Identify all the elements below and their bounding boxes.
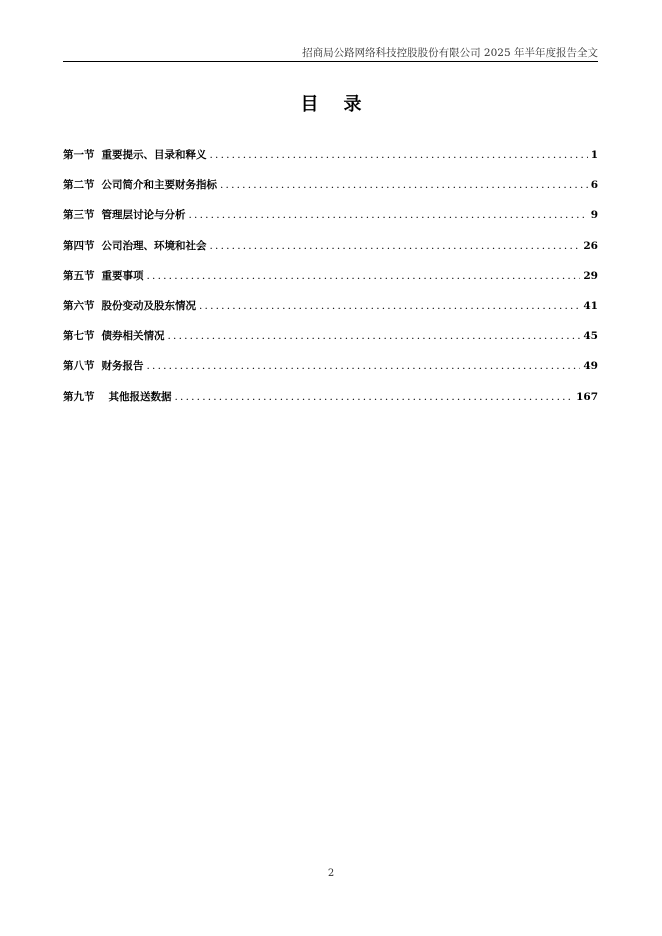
toc-entry-9[interactable]: [63, 389, 598, 405]
toc-section-label: 第二节: [63, 179, 95, 192]
toc-section-label: 第五节: [63, 269, 95, 282]
toc-entry-6[interactable]: [63, 298, 598, 314]
toc-leader-dots: [220, 177, 588, 193]
toc-entry-8[interactable]: [63, 358, 598, 374]
toc-section-label: 第九节: [63, 390, 95, 403]
toc-section-label: 第一节: [63, 149, 95, 161]
toc-page-number: 26: [583, 239, 598, 252]
toc-entry-title: 财务报告: [101, 360, 144, 373]
toc-entry-7[interactable]: [63, 328, 598, 344]
toc-leader-dots: [199, 298, 580, 314]
toc-page-number: 29: [583, 269, 598, 282]
toc-leader-dots: [210, 147, 588, 163]
toc-page-number: 167: [576, 390, 598, 403]
toc-entry-title: 重要提示、目录和释义: [101, 149, 207, 161]
toc-entry-5[interactable]: [63, 268, 598, 284]
toc-section-label: 第六节: [63, 299, 95, 312]
toc-entry-2[interactable]: [63, 177, 598, 193]
running-header: 招商局公路网络科技控股股份有限公司 2025 年半年度报告全文: [302, 47, 598, 59]
toc-entry-title: 公司简介和主要财务指标: [101, 179, 217, 192]
toc-page-number: 41: [583, 299, 598, 312]
toc-leader-dots: [189, 207, 588, 223]
toc-section-label: 第七节: [63, 330, 95, 343]
toc-page-number: 1: [590, 149, 598, 161]
toc-entry-title: 管理层讨论与分析: [101, 209, 186, 222]
toc-list: [63, 147, 598, 419]
toc-page-number: 9: [590, 209, 598, 222]
toc-page-number: 49: [583, 360, 598, 373]
toc-section-label: 第四节: [63, 239, 95, 252]
toc-entry-title: 公司治理、环境和社会: [101, 239, 207, 252]
page-number: 2: [327, 868, 335, 879]
toc-leader-dots: [175, 389, 574, 405]
toc-entry-4[interactable]: [63, 238, 598, 254]
toc-leader-dots: [147, 358, 581, 374]
toc-entry-title: 股份变动及股东情况: [101, 299, 196, 312]
toc-page-number: 6: [590, 179, 598, 192]
toc-entry-title: 重要事项: [101, 269, 144, 282]
header-divider: [63, 61, 598, 62]
toc-entry-3[interactable]: [63, 207, 598, 223]
toc-section-label: 第八节: [63, 360, 95, 373]
toc-page-number: 45: [583, 330, 598, 343]
toc-leader-dots: [168, 328, 581, 344]
toc-entry-title: 其他报送数据: [108, 390, 172, 403]
toc-title: 目 录: [300, 94, 362, 115]
toc-leader-dots: [147, 268, 581, 284]
toc-entry-1[interactable]: [63, 147, 598, 163]
toc-leader-dots: [210, 238, 581, 254]
toc-section-label: 第三节: [63, 209, 95, 222]
toc-entry-title: 债券相关情况: [101, 330, 165, 343]
